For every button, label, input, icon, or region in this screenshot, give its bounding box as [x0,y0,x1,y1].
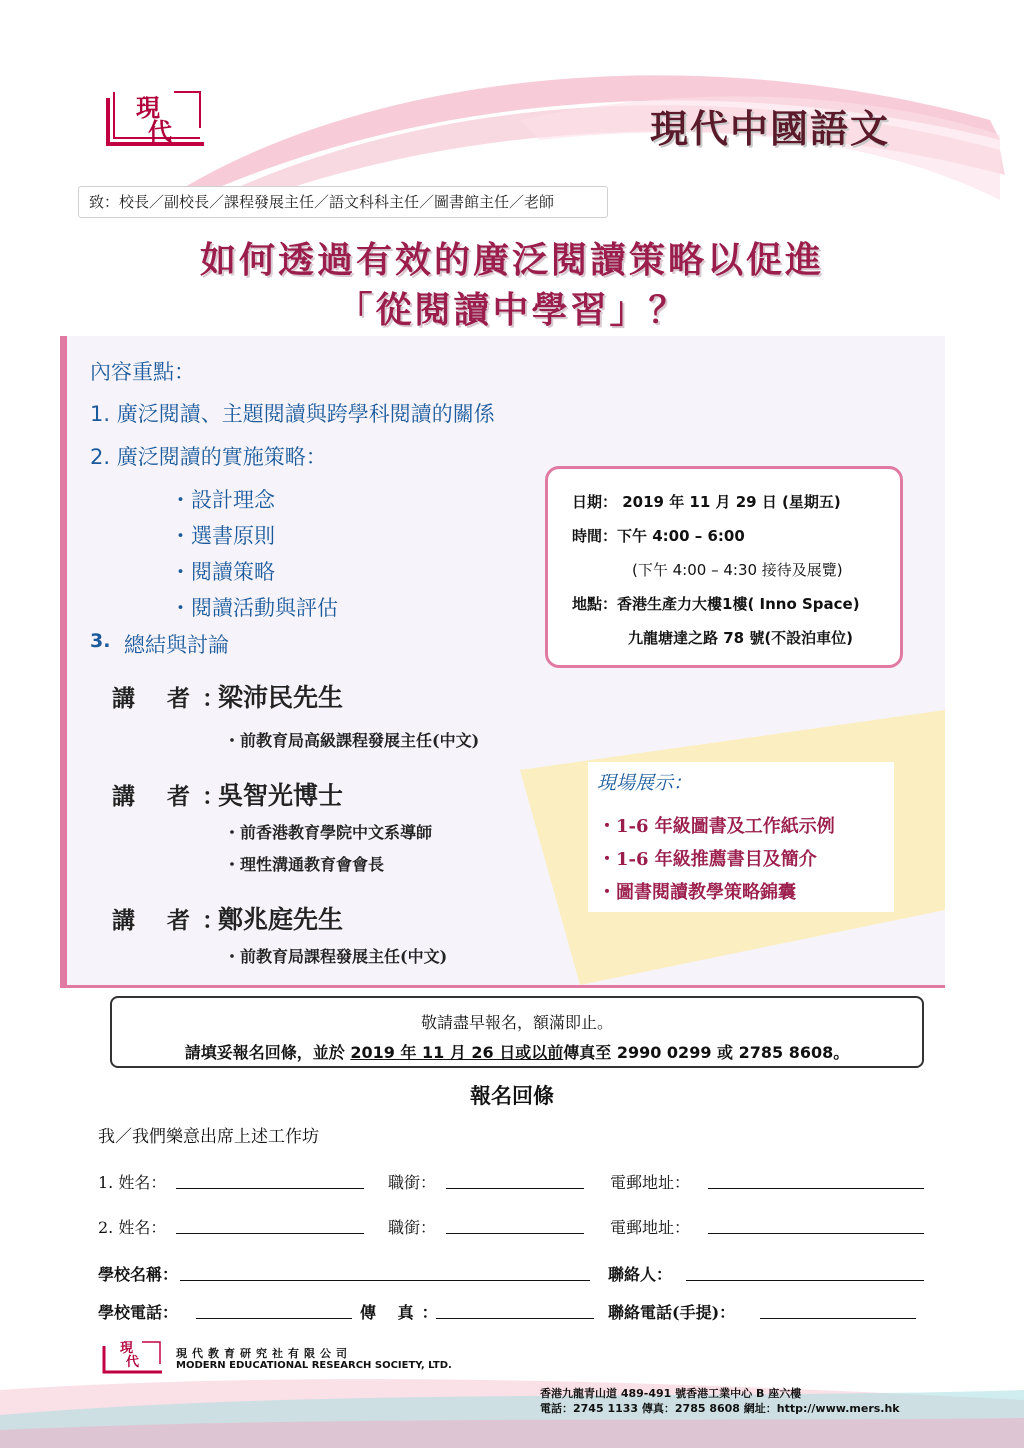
position-label-1: 職銜： [388,1173,437,1192]
contact-mobile-label: 聯絡電話(手提)： [608,1303,736,1322]
company-logo [104,88,208,154]
school-phone-field[interactable] [196,1318,352,1319]
logo-text-top: 現 [136,93,160,122]
strategy-item: ・選書原則 [170,524,275,548]
exhibition-item: ・1-6 年級推薦書目及簡介 [598,849,817,870]
strategy-item: ・閱讀活動與評估 [170,596,338,620]
event-venue: 地點：香港生產力大樓1樓( Inno Space) [572,595,860,613]
footer-logo [102,1340,164,1376]
fax-field[interactable] [436,1318,594,1319]
reply-form-title: 報名回條 [470,1084,554,1108]
speaker-role: ・前教育局課程發展主任(中文) [224,947,448,966]
speaker-role: ・前教育局高級課程發展主任(中文) [224,731,480,750]
fax-label: 傳 真： [360,1303,446,1322]
speaker-role: ・理性溝通教育會會長 [224,855,385,874]
name-label-2: 2. 姓名： [98,1218,167,1237]
logo-text-bottom: 代 [148,117,172,146]
position-field-1[interactable] [446,1188,584,1189]
position-label-2: 職銜： [388,1218,437,1237]
speaker-name: 梁沛民先生 [218,683,344,712]
contact-mobile-field[interactable] [760,1318,916,1319]
exhibition-item: ・圖書閱讀教學策略錦囊 [598,882,796,903]
email-field-1[interactable] [708,1188,924,1189]
email-field-2[interactable] [708,1233,924,1234]
name-label-1: 1. 姓名： [98,1173,167,1192]
main-title-line1: 如何透過有效的廣泛閱讀策略以促進 [199,239,824,281]
content-point-1: 1. 廣泛閱讀、主題閱讀與跨學科閱讀的關係 [90,402,495,426]
speaker-role: ・前香港教育學院中文系導師 [224,823,433,842]
event-venue-address: 九龍塘達之路 78 號(不設泊車位) [628,629,854,647]
event-time-note: (下午 4:00 – 4:30 接待及展覽) [632,561,843,579]
footer-contact: 電話：2745 1133 傳真：2785 8608 網址：http://www.mers.hk [540,1402,900,1415]
content-point-3-text: 總結與討論 [124,633,229,657]
notice-line-1: 敬請盡早報名，額滿即止。 [420,1013,613,1032]
notice-line-2-prefix: 請填妥報名回條，並於 [184,1043,351,1062]
email-label-1: 電郵地址： [610,1173,691,1192]
speaker-name: 吳智光博士 [218,781,344,810]
speaker-label: 講 者： [112,907,238,934]
content-heading: 內容重點： [90,360,195,384]
footer-logo-text-top: 現 [120,1341,134,1356]
school-name-label: 學校名稱： [98,1265,179,1284]
exhibition-title: 現場展示： [597,772,693,794]
school-phone-label: 學校電話： [98,1303,179,1322]
registration-notice [110,996,924,1068]
company-name-english: MODERN EDUCATIONAL RESEARCH SOCIETY, LTD. [176,1360,452,1371]
speaker-label: 講 者： [112,783,238,810]
company-name-chinese: 現代教育研究社有限公司 [176,1347,352,1360]
notice-deadline: 2019 年 11 月 26 日或以前 [350,1043,564,1062]
main-title-line2: 「從閱讀中學習」？ [336,289,688,331]
name-field-1[interactable] [176,1188,364,1189]
notice-line-2 [112,1040,922,1063]
event-info-box [545,466,903,668]
speaker-name: 鄭兆庭先生 [218,905,344,934]
event-time: 時間：下午 4:00 – 6:00 [572,527,745,545]
contact-person-field[interactable] [686,1280,924,1281]
strategy-item: ・閱讀策略 [170,560,275,584]
reply-form-intro: 我／我們樂意出席上述工作坊 [98,1127,319,1147]
content-point-2: 2. 廣泛閱讀的實施策略： [90,445,327,469]
brand-title: 現代中國語文 [650,106,891,151]
recipients-line: 致：校長／副校長／課程發展主任／語文科科主任／圖書館主任／老師 [78,186,608,218]
notice-line-2-suffix: 傳真至 2990 0299 或 2785 8608。 [563,1043,850,1062]
content-point-3-number: 3. [90,630,111,652]
position-field-2[interactable] [446,1233,584,1234]
exhibition-item: ・1-6 年級圖書及工作紙示例 [598,816,835,837]
name-field-2[interactable] [176,1233,364,1234]
contact-person-label: 聯絡人： [608,1265,673,1284]
footer-logo-text-bottom: 代 [126,1355,140,1370]
footer-address: 香港九龍青山道 489-491 號香港工業中心 B 座六樓 [540,1387,802,1400]
strategy-item: ・設計理念 [170,488,275,512]
speaker-label: 講 者： [112,685,238,712]
school-name-field[interactable] [180,1280,590,1281]
event-date: 日期： 2019 年 11 月 29 日 (星期五) [572,493,841,511]
email-label-2: 電郵地址： [610,1218,691,1237]
